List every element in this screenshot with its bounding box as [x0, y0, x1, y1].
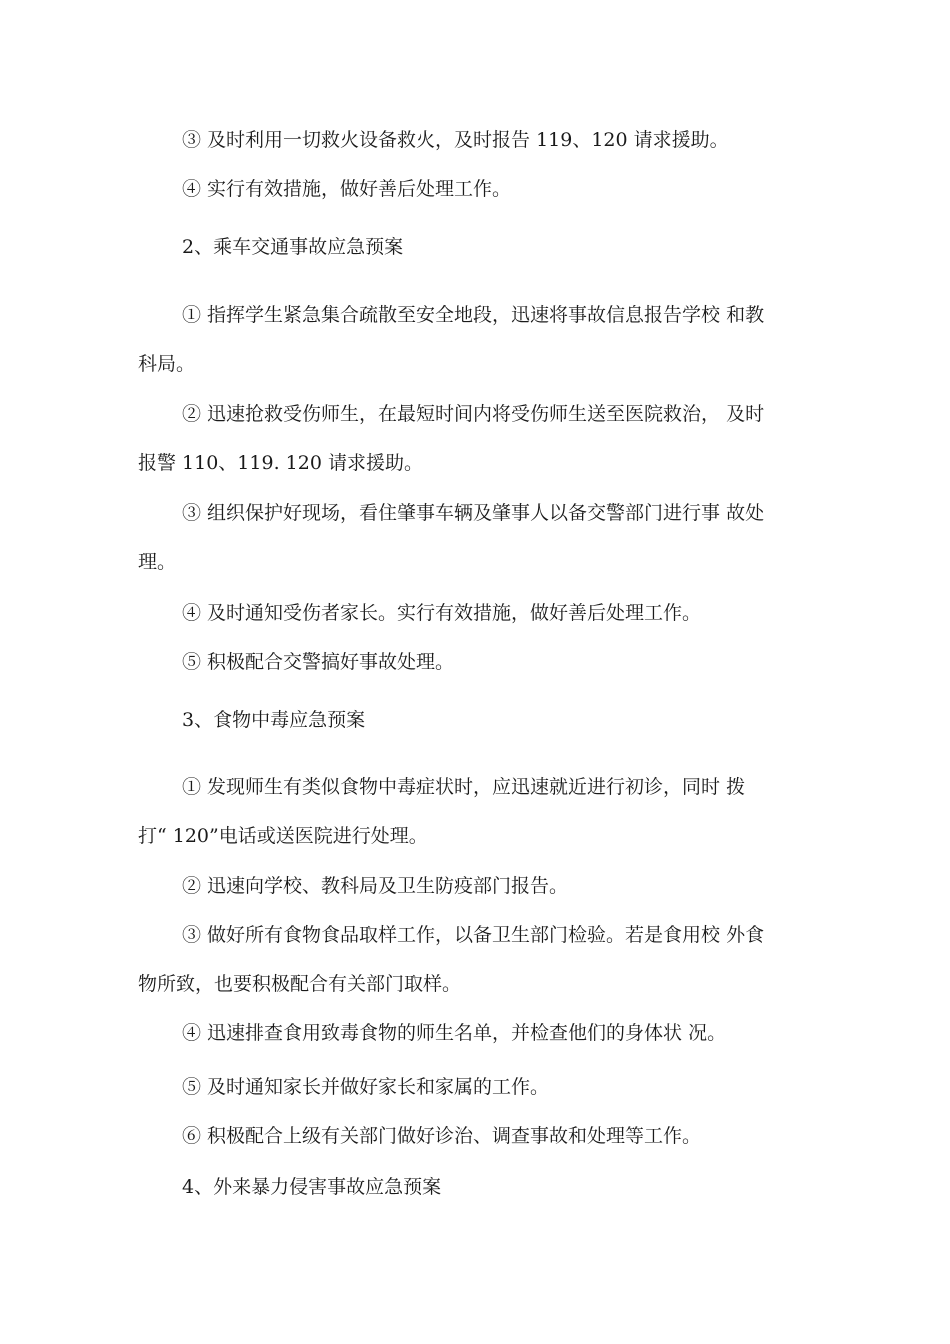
paragraph-food-notify: [138, 1063, 828, 1112]
paragraph-traffic-scene: [138, 489, 828, 587]
paragraph-fire-report: [138, 116, 828, 165]
paragraph-line: ④ 及时通知受伤者家长。实行有效措施，做好善后处理工作。: [182, 602, 702, 624]
paragraph-line: ① 发现师生有类似食物中毒症状时，应迅速就近进行初诊，同时 拨: [182, 776, 746, 798]
paragraph-line: ④ 迅速排查食用致毒食物的师生名单，并检查他们的身体状 况。: [182, 1022, 727, 1044]
paragraph-traffic-evacuate: [138, 291, 828, 389]
paragraph-line: ③ 及时利用一切救火设备救火，及时报告 119、120 请求援助。: [182, 129, 729, 151]
paragraph-food-cooperate: [138, 1112, 828, 1161]
paragraph-line: ③ 组织保护好现场，看住肇事车辆及肇事人以备交警部门进行事 故处: [182, 502, 765, 524]
paragraph-traffic-cooperate: [138, 638, 828, 687]
paragraph-food-sampling: [138, 911, 828, 1009]
paragraph-line: ④ 实行有效措施，做好善后处理工作。: [182, 178, 512, 200]
paragraph-line: ① 指挥学生紧急集合疏散至安全地段，迅速将事故信息报告学校 和教: [182, 304, 765, 326]
paragraph-traffic-notify: [138, 589, 828, 638]
paragraph-line: ② 迅速向学校、教科局及卫生防疫部门报告。: [182, 875, 569, 897]
paragraph-line: ② 迅速抢救受伤师生，在最短时间内将受伤师生送至医院救治， 及时: [182, 403, 765, 425]
paragraph-fire-aftermath: [138, 165, 828, 214]
paragraph-line: ③ 做好所有食物食品取样工作，以备卫生部门检验。若是食用校 外食: [182, 924, 765, 946]
paragraph-line: ⑤ 积极配合交警搞好事故处理。: [182, 651, 455, 673]
paragraph-line: 物所致，也要积极配合有关部门取样。: [138, 973, 462, 995]
paragraph-line: 科局。: [138, 353, 196, 375]
paragraph-line: 打“ 120”电话或送医院进行处理。: [138, 825, 428, 847]
section-heading-food-poisoning: 3、食物中毒应急预案: [182, 709, 366, 731]
section-heading-traffic: 2、乘车交通事故应急预案: [182, 236, 404, 258]
paragraph-line: 理。: [138, 551, 177, 573]
paragraph-food-checklist: [138, 1009, 828, 1058]
paragraph-line: ⑥ 积极配合上级有关部门做好诊治、调查事故和处理等工作。: [182, 1125, 702, 1147]
paragraph-traffic-rescue: [138, 390, 828, 488]
paragraph-line: 报警 110、119. 120 请求援助。: [138, 452, 423, 474]
paragraph-food-report: [138, 862, 828, 911]
paragraph-food-diagnose: [138, 763, 828, 861]
paragraph-line: ⑤ 及时通知家长并做好家长和家属的工作。: [182, 1076, 550, 1098]
section-heading-violence: 4、外来暴力侵害事故应急预案: [182, 1176, 442, 1198]
